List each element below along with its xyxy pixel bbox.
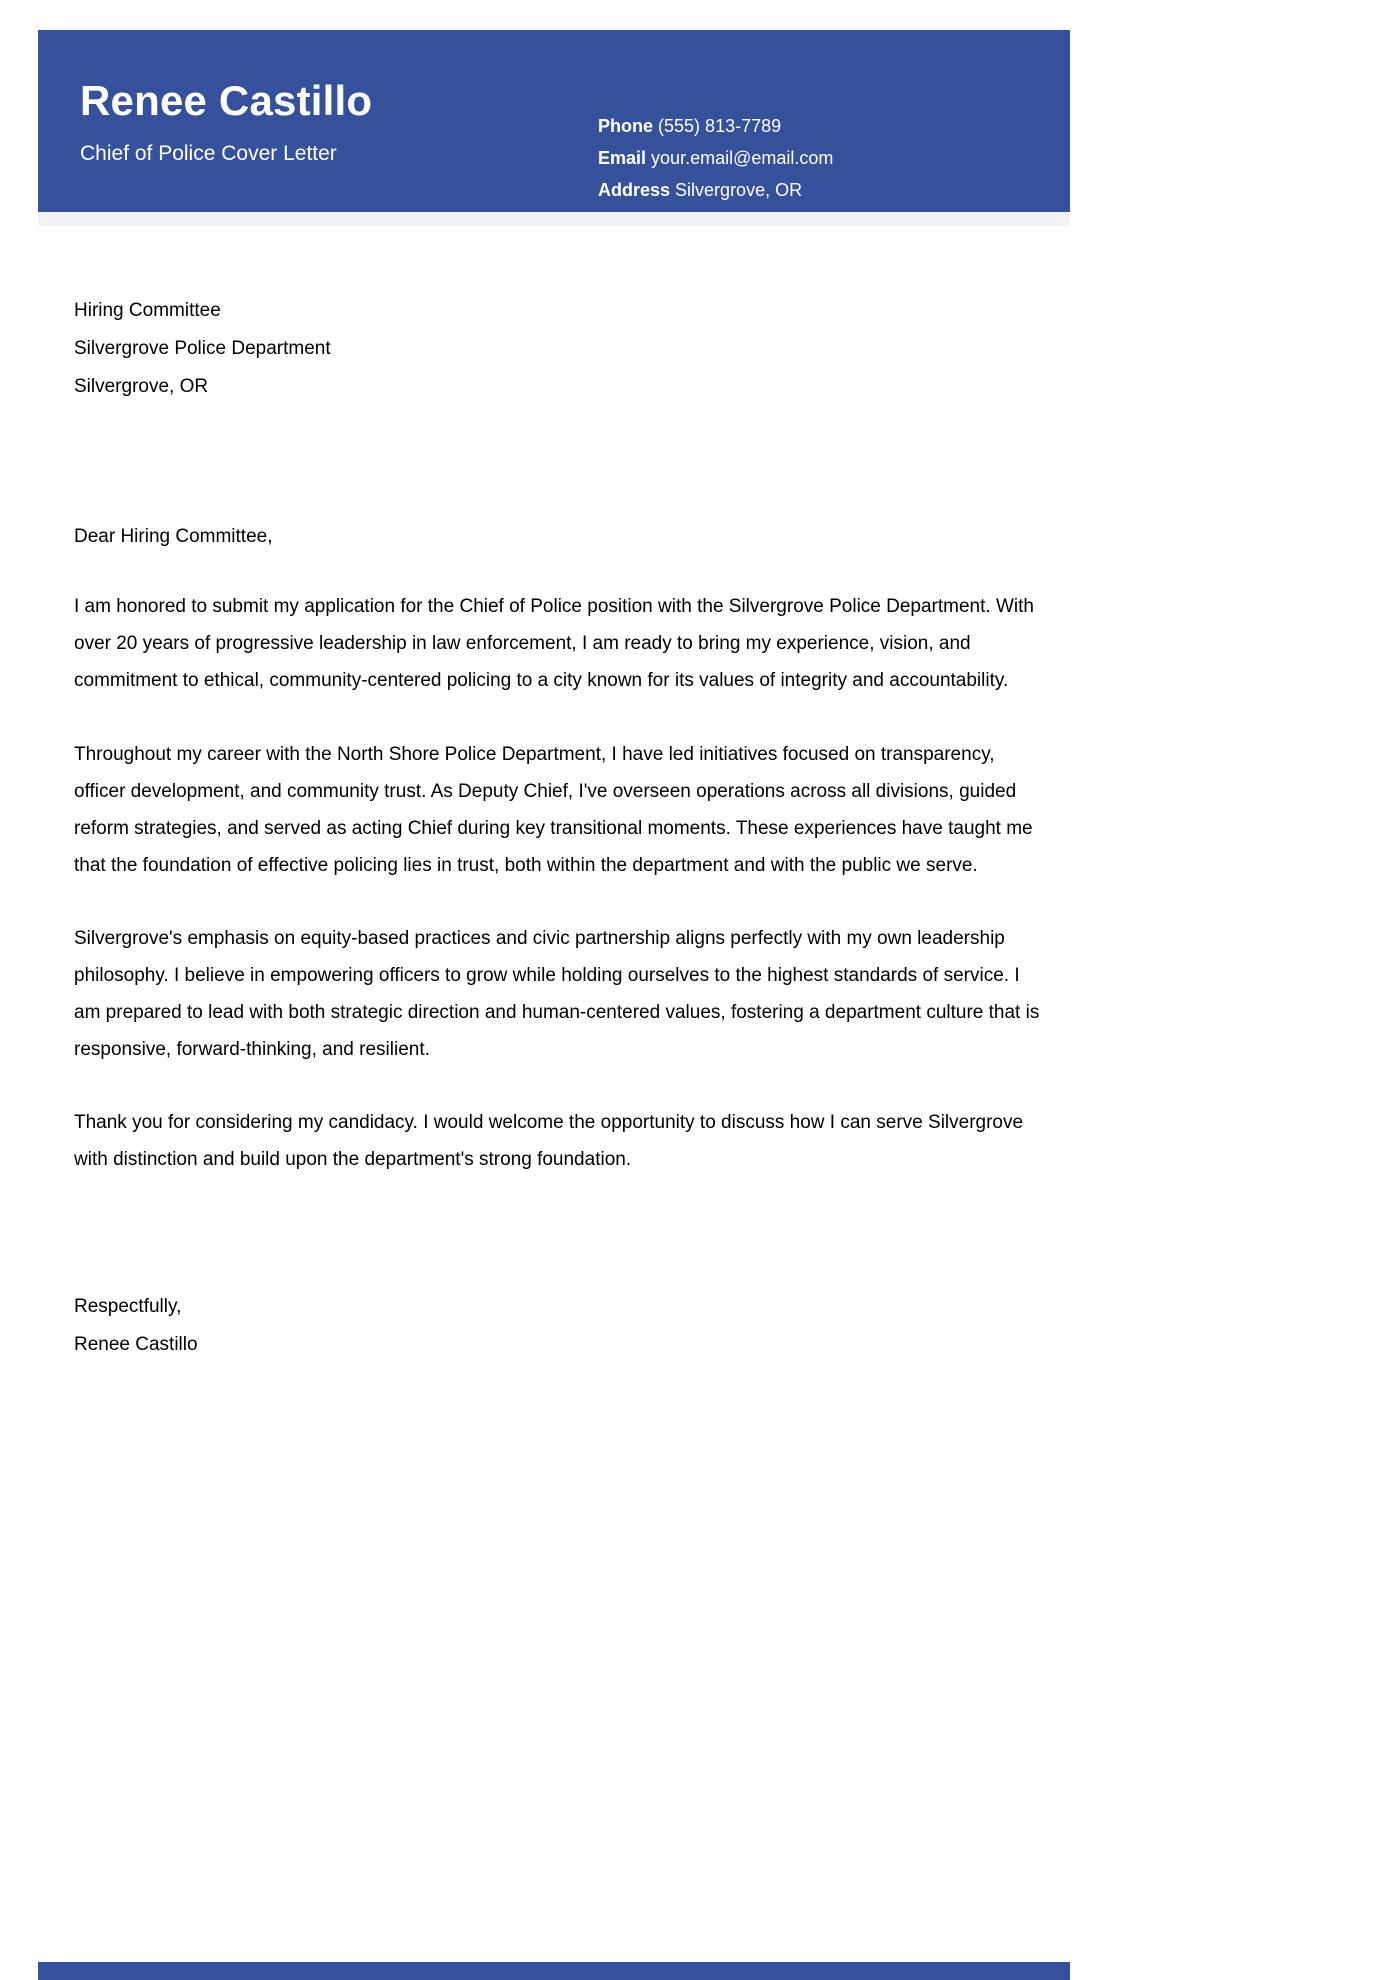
signature-name: Renee Castillo <box>74 1334 198 1355</box>
contact-row-phone <box>598 110 998 142</box>
contact-value-email: your.email@email.com <box>651 148 834 169</box>
closing-block <box>74 1288 1044 1364</box>
header-divider-strip <box>38 212 1070 226</box>
recipient-block <box>74 292 1044 406</box>
body-paragraph-3: Silvergrove's emphasis on equity-based practices and civic partnership aligns perfectly with my own leadership philosophy. I believe in empowering officers to grow while holding ourselves to the highest standards of service. I am prepared to lead with both strategic direction and human-centered values, fostering a department culture that is responsive, forward-thinking, and resilient. <box>74 927 1040 1060</box>
recipient-line-3: Silvergrove, OR <box>74 376 209 397</box>
letter-footer <box>38 1962 1070 1980</box>
letter-header <box>38 30 1070 212</box>
contact-label-address: Address <box>598 180 671 201</box>
contact-value-phone: (555) 813-7789 <box>658 116 782 136</box>
contact-value-address: Silvergrove, OR <box>675 180 803 201</box>
salutation: Dear Hiring Committee, <box>74 526 273 547</box>
header-identity <box>80 78 372 167</box>
body-paragraph-4: Thank you for considering my candidacy. I would welcome the opportunity to discuss how I can serve Silvergrove with distinction and build upon the department's strong foundation. <box>74 1111 1024 1170</box>
contact-row-address <box>598 174 998 206</box>
contact-label-email: Email <box>598 148 647 169</box>
body-paragraph-2: Throughout my career with the North Shore Police Department, I have led initiatives focused on transparency, officer development, and community trust. As Deputy Chief, I've overseen operations across all divisions, guided reform strategies, and served as acting Chief during key transitional moments. These experiences have taught me that the foundation of effective policing lies in trust, both within the department and with the public we serve. <box>74 743 1033 876</box>
letter-subtitle: Chief of Police Cover Letter <box>80 142 337 166</box>
contact-row-email <box>598 142 998 174</box>
contact-block <box>598 110 998 206</box>
body-paragraph-1: I am honored to submit my application for the Chief of Police position with the Silvergrove Police Department. With over 20 years of progressive leadership in law enforcement, I am ready to bring my experience, vision, and commitment to ethical, community-centered policing to a city known for its values of integrity and accountability. <box>74 596 1034 692</box>
applicant-name: Renee Castillo <box>80 77 373 124</box>
signoff: Respectfully, <box>74 1296 182 1317</box>
recipient-line-2: Silvergrove Police Department <box>74 338 331 359</box>
recipient-line-1: Hiring Committee <box>74 300 221 321</box>
contact-label-phone: Phone <box>598 116 654 136</box>
letter-body <box>74 292 1044 1364</box>
